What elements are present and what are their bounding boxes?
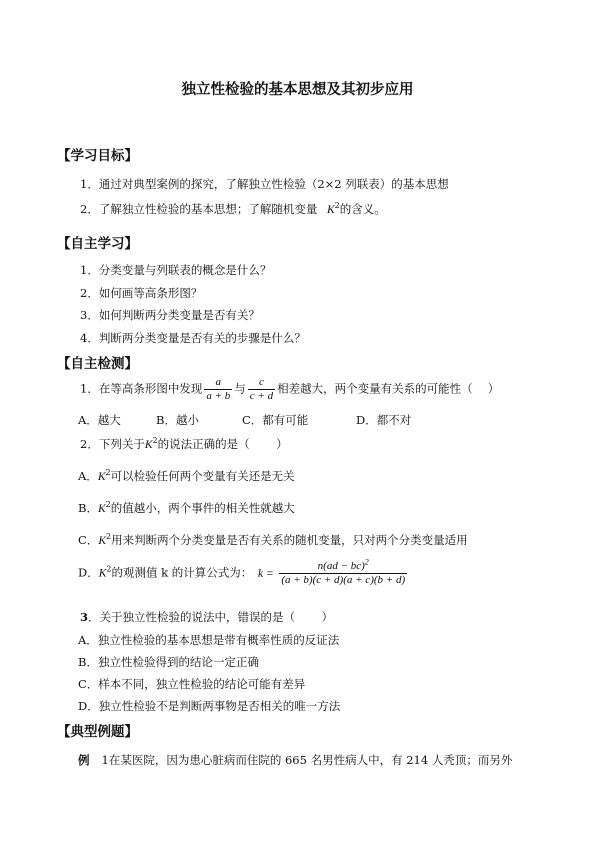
q2-c-label: C． (78, 533, 99, 547)
objective-item-2-tail: 的含义。 (339, 202, 386, 216)
k-formula-denominator: (a + b)(c + d)(a + c)(b + d) (281, 574, 406, 586)
section-heading-self-study: 【自主学习】 (57, 236, 138, 252)
study-item-2: 2．如何画等高条形图？ (80, 286, 203, 300)
page-title: 独立性检验的基本思想及其初步应用 (181, 81, 414, 98)
k-formula-numerator (279, 557, 407, 573)
q2-post: 的说法正确的是（ ） (157, 437, 288, 451)
q2-option-c (78, 532, 468, 548)
q2-option-b (78, 500, 295, 516)
q2-a-label: A． (78, 469, 98, 483)
k-exponent: 2 (334, 201, 340, 211)
q2-a-k: K (97, 471, 106, 483)
q2-c-exp: 2 (105, 532, 112, 542)
q1-option-a: A．越大 (78, 413, 121, 427)
fraction-c-over-c-plus-d (248, 376, 275, 403)
objective-item-2 (80, 201, 386, 217)
study-item-4: 4．判断两分类变量是否有关的步骤是什么？ (80, 331, 306, 345)
q2-d-text: 的观测值 k 的计算公式为： (111, 565, 253, 580)
q1-option-b: B．越小 (156, 413, 199, 427)
q2-option-a (78, 468, 295, 484)
q1-mid: 与 (234, 381, 246, 396)
q2-b-text: 的值越小，两个事件的相关性就越大 (110, 501, 295, 515)
q2-k-exponent: 2 (152, 436, 158, 446)
q3-option-b: B．独立性检验得到的结论一定正确 (78, 655, 259, 669)
q1-post: 相差越大，两个变量有关系的可能性（ ） (277, 381, 500, 396)
section-heading-self-test: 【自主检测】 (57, 356, 138, 372)
fraction-2-denominator: c + d (249, 390, 274, 402)
q2-a-exp: 2 (105, 468, 111, 478)
q2-d-label: D． (78, 565, 99, 580)
fraction-a-over-a-plus-b (204, 376, 232, 403)
k-formula-lhs: k = (257, 567, 274, 580)
fraction-2-numerator: c (258, 376, 264, 388)
fraction-1-numerator: a (215, 376, 222, 388)
q1-option-c: C．都有可能 (242, 413, 309, 427)
example-1 (78, 752, 512, 768)
q3-option-d: D．独立性检验不是判断两事物是否相关的唯一方法 (78, 699, 341, 713)
q2-b-k: K (97, 503, 106, 515)
q2-pre: 2．下列关于 (80, 437, 145, 451)
k-formula-numerator-text: n(ad − bc) (317, 560, 365, 572)
example-text: 1在某医院，因为患心脏病而住院的 665 名男性病人中，有 214 人秃顶；而另外 (101, 753, 513, 767)
q2-k-variable: K (144, 439, 153, 451)
k-variable: K (326, 204, 335, 216)
question-2-stem (80, 436, 288, 452)
q2-d-exp: 2 (106, 564, 112, 574)
question-1-stem (80, 376, 499, 403)
question-1-options (78, 412, 498, 428)
study-item-1: 1．分类变量与列联表的概念是什么？ (80, 263, 272, 277)
q1-option-d: D．都不对 (356, 413, 412, 427)
objective-item-1: 1．通过对典型案例的探究，了解独立性检验（2×2 列联表）的基本思想 (80, 177, 449, 191)
study-item-3: 3．如何判断两分类变量是否有关？ (80, 308, 260, 322)
k-formula-fraction (279, 557, 407, 587)
q2-b-label: B． (78, 501, 98, 515)
q2-b-exp: 2 (105, 500, 111, 510)
q3-option-a: A．独立性检验的基本思想是带有概率性质的反证法 (78, 633, 340, 647)
fraction-1-denominator: a + b (206, 390, 231, 402)
q3-number: 3 (80, 610, 89, 624)
q1-pre: 1．在等高条形图中发现 (80, 381, 203, 396)
q3-text: ．关于独立性检验的说法中，错误的是（ ） (88, 610, 334, 624)
k-formula-numerator-exp: 2 (364, 557, 369, 567)
q2-c-k: K (98, 535, 106, 547)
q3-option-c: C．样本不同，独立性检验的结论可能有差异 (78, 677, 306, 691)
q2-option-d (78, 557, 409, 587)
q2-a-text: 可以检验任何两个变量有关还是无关 (110, 469, 295, 483)
question-3-stem (80, 609, 333, 625)
q2-c-text: 用来判断两个分类变量是否有关系的随机变量，只对两个分类变量适用 (111, 533, 468, 547)
q2-d-k: K (98, 567, 107, 580)
example-label: 例 (78, 753, 90, 767)
objective-item-2-text: 2．了解独立性检验的基本思想；了解随机变量 (80, 202, 318, 216)
section-heading-objectives: 【学习目标】 (57, 148, 138, 164)
section-heading-examples: 【典型例题】 (57, 724, 138, 740)
